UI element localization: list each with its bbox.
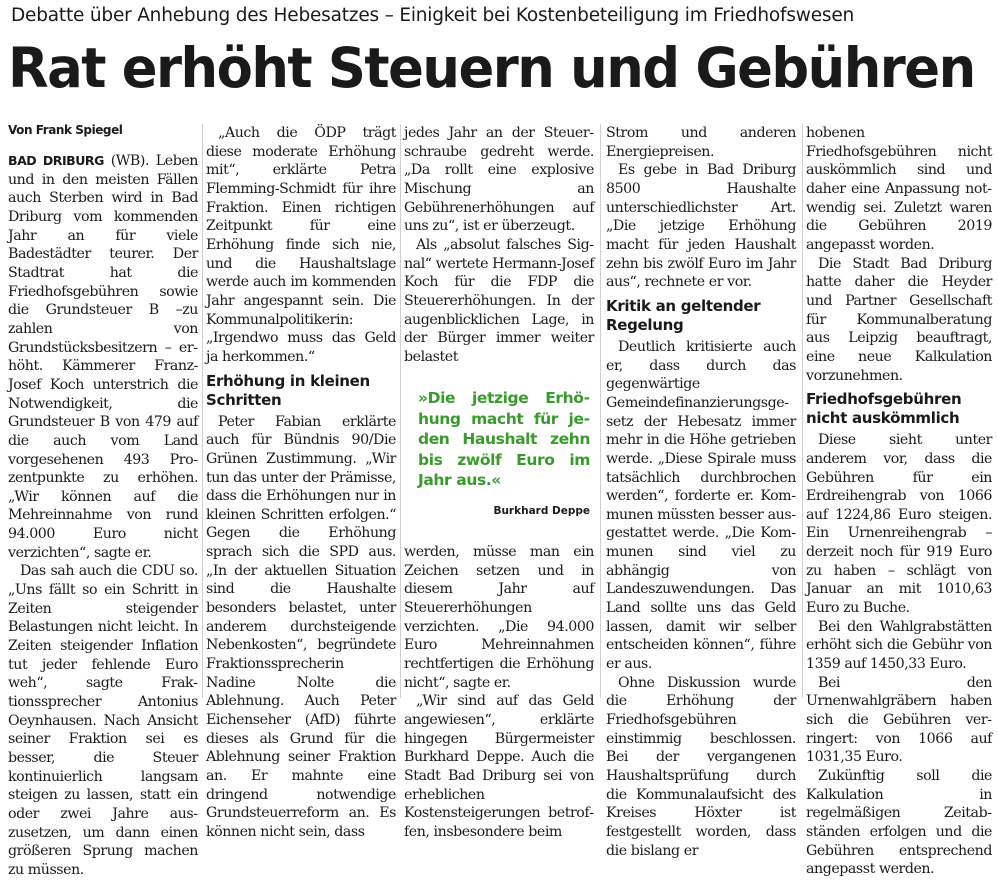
subheading: Erhöhung in kleinen Schritten [206,371,370,409]
subheading: Friedhofsgebühren nicht auskömmlich [806,390,962,428]
paragraph-text: (WB). Leben und in den meisten Fällen auch Sterben wird in Bad Driburg vom kommenden Jahr an für viele Badestädter teurer. Der Stadtrat hat die Friedhofsgebühren sowie die Grundsteuer B –zu zahlen von Grundstücksbesitzern – erhöht. Kämmerer Franz-Josef Koch unterstrich die Notwendigkeit, die Grundsteuer B von 479 auf die auch vom Land vorgesehenen 493 Prozentpunkte zu erhöhen. „Wir können auf die Mehreinnahme von rund 94.000 Euro nicht verzichten“, sagte er. [8,153,198,561]
byline: Von Frank Spiegel [8,123,123,137]
column-rule [202,124,203,698]
column-rule [400,124,401,698]
column-2 [206,124,396,840]
paragraph: Bei den Wahlgrabstätten erhöht sich die Gebühr von 1359 auf 1450,33 Euro. [806,618,992,673]
kicker: Debatte über Anhebung des Hebesatzes – Einigkeit bei Kostenbeteiligung im Friedhofswesen [11,5,855,26]
paragraph: Bei den Urnenwahlgräbern haben sich die Gebühren verringert: von 1066 auf 1031,35 Euro. [806,674,992,766]
paragraph: Als „absolut falsches Signal“ wertete Hermann-Josef Koch für die FDP die Steuererhöhungen. In der augenblicklichen Lage, in der Bürger immer weiter belastet [404,236,594,365]
dateline: BAD DRIBURG [8,153,104,168]
paragraph: Die Stadt Bad Driburg hatte daher die Heyder und Partner Gesellschaft für Kommunalberatung aus Leipzig beauftragt, eine neue Kalkulation vorzunehmen. [806,255,992,384]
pull-quote-text: »Die jetzige Erhöhung macht für jeden Haushalt zehn bis zwölf Euro im Jahr aus.« [418,389,590,489]
column-3-top [404,124,594,372]
paragraph: Peter Fabian erklärte auch für Bündnis 90/Die Grünen Zustimmung. „Wir tun das unter der Prämisse, dass die Erhöhungen nur in kleinen Schritten erfolgen.“ Gegen die Erhöhung sprach sich die SPD aus. „In der aktuellen Situation sind die Haushalte besonders belastet, unter anderem durchsteigende Nebenkosten“, begründete Fraktionssprecherin Nadine Nolte die Ablehnung. Auch Peter Eichenseher (AfD) führte dieses als Grund für die Ablehnung seiner Fraktion an. Er mahnte eine dringend notwendige Grundsteuerreform an. Es können nicht sein, dass [206,413,396,840]
column-rule [802,124,803,698]
paragraph: Das sah auch die CDU so. „Uns fällt so ein Schritt in Zeiten steigender Belastungen nicht leicht. In Zeiten steigender Inflation tut jeder fehlende Euro weh“, sagte Fraktionssprecher Antonius Oeynhausen. Nach Ansicht seiner Fraktion sei es besser, die Steuer kontinuierlich langsam steigen zu lassen, statt ein oder zwei Jahre auszusetzen, um dann einen größeren Sprung machen zu müssen. [8,563,198,878]
paragraph: Ohne Diskussion wurde die Erhöhung der Friedhofsgebühren einstimmig beschlossen. Bei der vergangenen Haushaltsprüfung durch die Kommunalaufsicht des Kreises Höxter ist festgestellt worden, dass die bislang er [606,674,796,859]
paragraph: Strom und anderen Energiepreisen. [606,125,796,160]
column-5 [806,124,992,878]
paragraph: jedes Jahr an der Steuerschraube gedreht werde. „Da rollt eine explosive Mischung an Gebührenerhöhungen auf uns zu“, ist er überzeugt. [404,125,594,235]
pull-quote [418,388,590,521]
column-rule [600,124,601,698]
pull-quote-author: Burkhard Deppe [493,504,590,517]
paragraph: „Auch die ÖDP trägt diese moderate Erhöhung mit“, erklärte Petra Flemming-Schmidt für ihre Fraktion. Einen richtigen Zeitpunkt für eine Erhöhung finde sich nie, und die Haushaltslage werde auch im kommenden Jahr angespannt sein. Die Kommunalpolitikerin: „Irgendwo muss das Geld ja herkommen.“ [206,125,396,365]
paragraph: Zukünftig soll die Kalkulation in regelmäßigen Zeitabständen erfolgen und die Gebühren entsprechend angepasst werden. [806,768,992,878]
paragraph: werden, müsse man ein Zeichen setzen und in diesem Jahr auf Steuererhöhungen verzichten. „Die 94.000 Euro Mehreinnahmen rechtfertigen die Erhöhung nicht“, sagte er. [404,544,594,691]
paragraph: Deutlich kritisierte auch er, dass durch das gegenwärtige Gemeindefinanzierungsgesetz der Hebesatz immer mehr in die Höhe getrieben werde. „Diese Spirale muss tatsächlich durchbrochen werden“, forderte er. Kommunen müssten besser ausgestattet werde. „Die Kommunen sind viel zu abhängig von Landeszuwendungen. Das Land sollte uns das Geld lassen, damit wir selber entscheiden können“, führe er aus. [606,338,796,673]
column-4 [606,124,796,859]
headline: Rat erhöht Steuern und Gebühren [8,36,975,100]
paragraph: Es gebe in Bad Driburg 8500 Haushalte unterschiedlichster Art. „Die jetzige Erhöhung macht für jeden Haushalt zehn bis zwölf Euro im Jahr aus“, rechnete er vor. [606,162,796,291]
paragraph: „Wir sind auf das Geld angewiesen“, erklärte hingegen Bürgermeister Burkhard Deppe. Auch die Stadt Bad Driburg sei von erheblichen Kostensteigerungen betroffen, insbesondere beim [404,693,594,840]
subheading: Kritik an geltender Regelung [606,296,761,334]
paragraph: Diese sieht unter anderem vor, dass die Gebühren für ein Erdreihengrab von 1066 auf 1224,86 Euro steigen. Ein Urnenreihengrab – derzeit noch für 919 Euro zu haben – schlägt von Januar an mit 1010,63 Euro zu Buche. [806,432,992,617]
paragraph: hobenen Friedhofsgebühren nicht auskömmlich sind und daher eine Anpassung notwendig sei. Zuletzt waren die Gebühren 2019 angepasst worden. [806,125,992,253]
column-1 [8,121,198,878]
column-3 [404,124,594,840]
paragraph [8,152,198,562]
